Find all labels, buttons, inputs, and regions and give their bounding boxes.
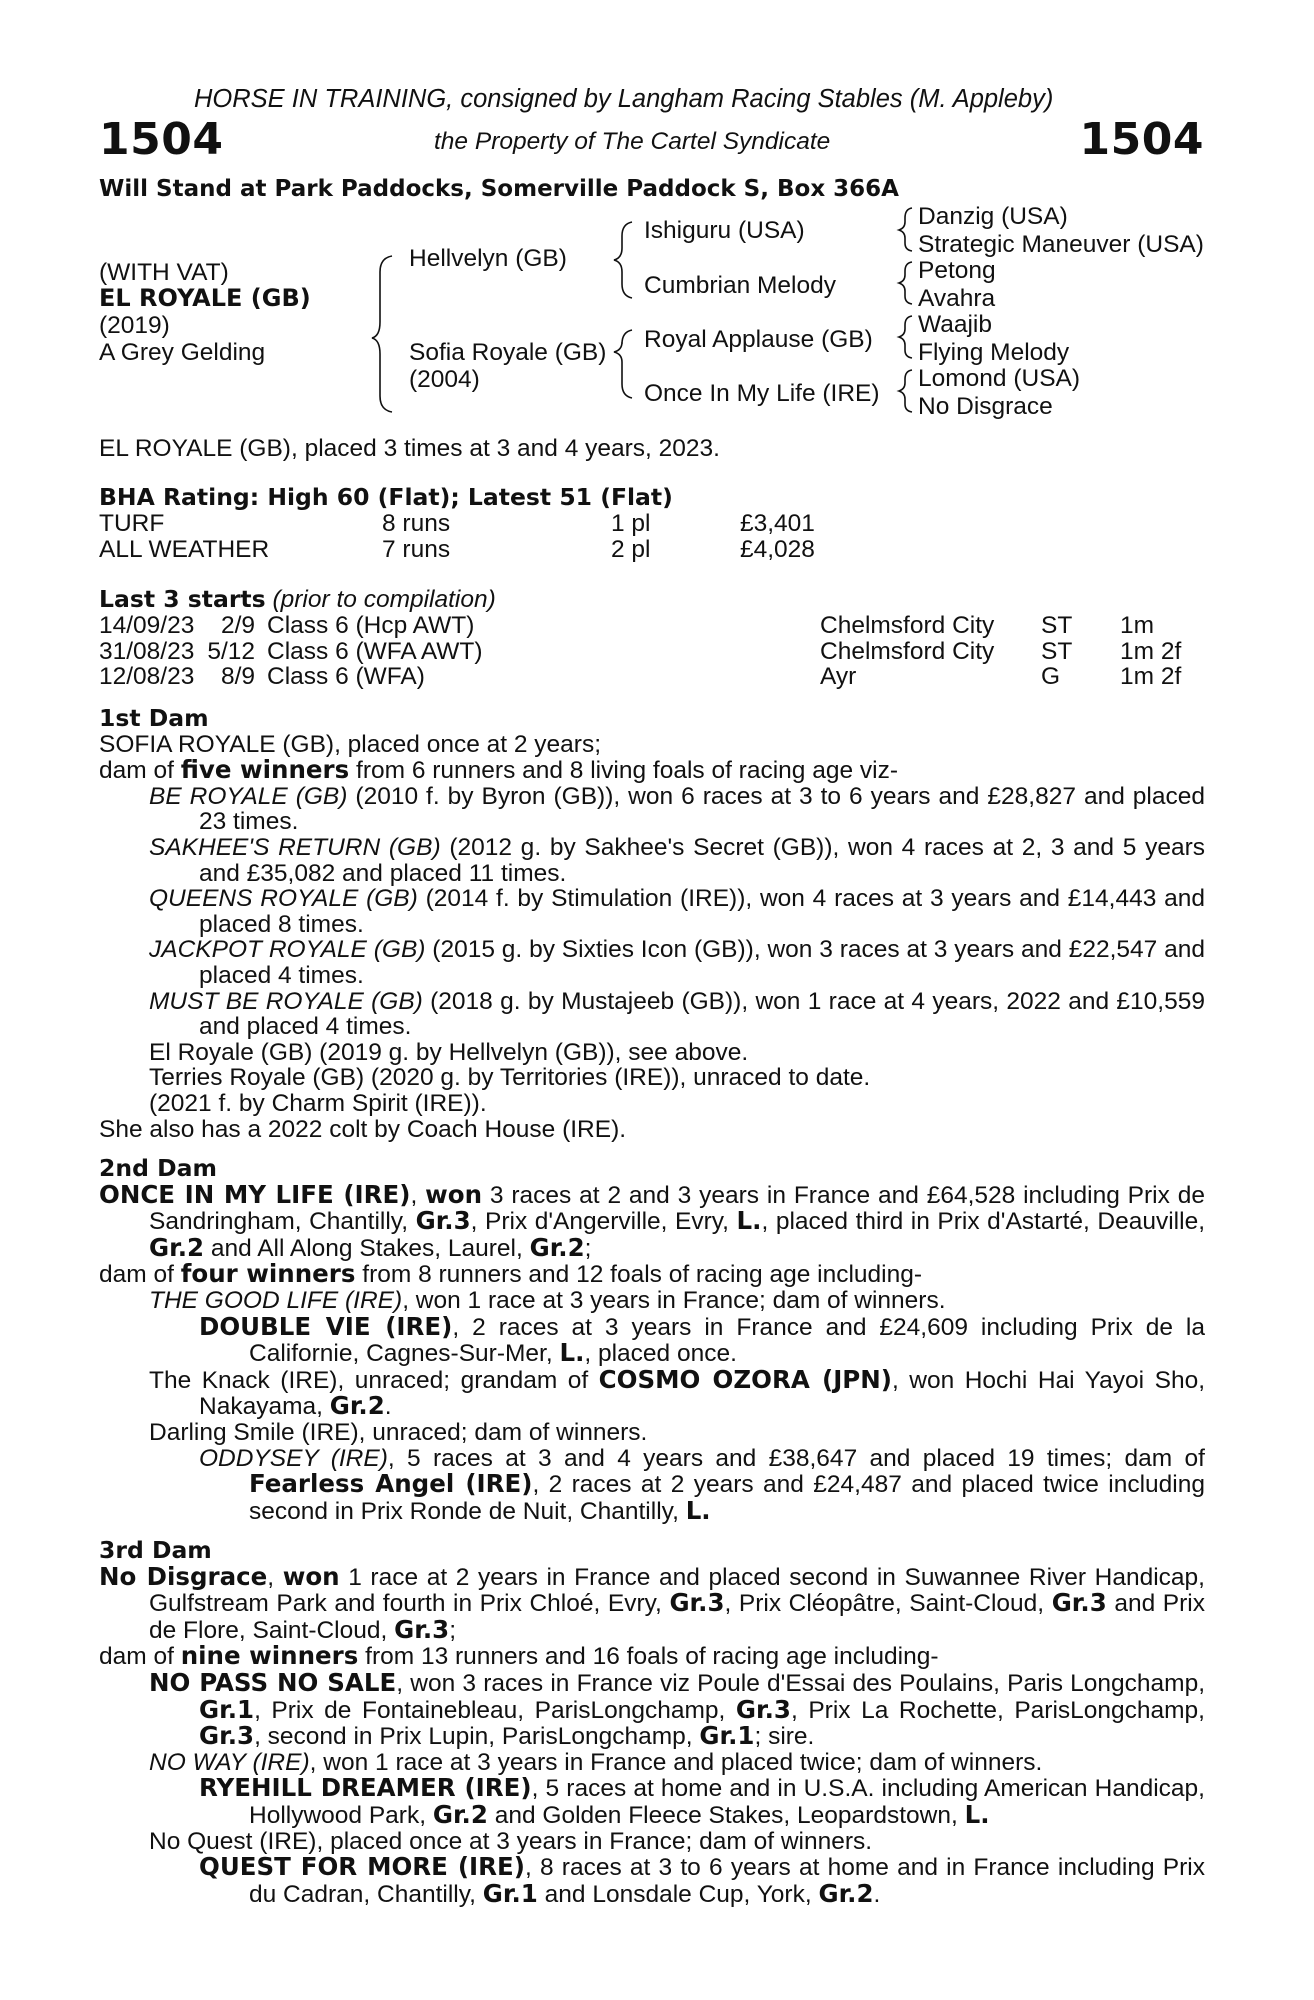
- text: , second in Prix Lupin, ParisLongchamp,: [254, 1723, 700, 1751]
- grade: Gr.3: [669, 1588, 725, 1618]
- grade: Gr.3: [394, 1614, 450, 1644]
- grade: Gr.2: [432, 1799, 488, 1829]
- text: won: [425, 1179, 483, 1209]
- text: , won Hochi Hai Yayoi Sho, Nakayama,: [199, 1366, 1205, 1421]
- grade: Gr.3: [415, 1206, 471, 1236]
- grade: L.: [559, 1338, 585, 1368]
- text: dam of: [99, 757, 181, 785]
- dam-name: ONCE IN MY LIFE (IRE): [99, 1179, 411, 1209]
- brace-sd: [899, 262, 912, 304]
- offspring-entry: [149, 1364, 1205, 1421]
- start-position: 2/9: [220, 612, 255, 639]
- surface-cell: ALL WEATHER: [99, 535, 270, 563]
- pedigree-sds: Petong: [918, 257, 996, 284]
- offspring-entry: Darling Smile (IRE), unraced; dam of winners.: [149, 1418, 648, 1446]
- text: from 6 runners and 8 living foals of racing age viz-: [349, 757, 899, 785]
- start-date: 31/08/23: [99, 637, 195, 665]
- horse-year: (2019): [99, 312, 170, 339]
- winners-count: four winners: [180, 1259, 356, 1289]
- text: dam of: [99, 1643, 181, 1671]
- offspring-name: QUEST FOR MORE (IRE): [199, 1852, 525, 1882]
- second-dam-section: [99, 1156, 1205, 1524]
- text: .: [384, 1393, 392, 1421]
- start-course: Ayr: [820, 663, 857, 691]
- offspring-name: SAKHEE'S RETURN (GB): [149, 833, 441, 861]
- offspring-record: (2015 g. by Sixties Icon (GB)), won 3 races at 3 years and £22,547 and placed 4 times.: [199, 936, 1205, 989]
- grand-offspring-entry: [199, 1775, 1205, 1828]
- start-date: 12/08/23: [99, 663, 195, 691]
- offspring-name: RYEHILL DREAMER (IRE): [199, 1773, 532, 1803]
- grade: Gr.3: [199, 1721, 255, 1751]
- horse-summary: EL ROYALE (GB), placed 3 times at 3 and 4 years, 2023.: [99, 435, 720, 462]
- grade: Gr.2: [149, 1232, 205, 1262]
- text: ;: [449, 1616, 456, 1644]
- text: ,: [410, 1181, 426, 1209]
- brace-dam: [614, 330, 632, 398]
- last-starts-heading: [99, 587, 496, 613]
- consignor-line: HORSE IN TRAINING, consigned by Langham Racing Stables (M. Appleby): [194, 85, 1054, 113]
- text: ,: [267, 1563, 283, 1591]
- offspring-record: (2014 f. by Stimulation (IRE)), won 4 races at 3 years and £14,443 and placed 8 times.: [199, 885, 1205, 938]
- earnings-cell: £3,401: [740, 510, 815, 537]
- start-distance: 1m 2f: [1120, 663, 1182, 691]
- text: and Golden Fleece Stakes, Leopardstown,: [487, 1801, 965, 1829]
- text: , Prix La Rochette, ParisLongchamp,: [790, 1696, 1205, 1724]
- text: from 13 runners and 16 foals of racing age including-: [358, 1643, 939, 1671]
- text: , Prix de Fontainebleau, ParisLongchamp,: [254, 1696, 736, 1724]
- offspring-record: (2018 g. by Mustajeeb (GB)), won 1 race at 4 years, 2022 and £10,559 and placed 4 times.: [199, 987, 1205, 1041]
- offspring-record: , 5 races at 3 and 4 years and £38,647 and placed 19 times; dam of: [387, 1444, 1205, 1472]
- text: , placed once.: [584, 1340, 737, 1368]
- grade: L.: [736, 1206, 762, 1236]
- pedigree-sire: Hellvelyn (GB): [409, 245, 567, 272]
- offspring-record: , won 1 race at 3 years in France; dam of winners.: [402, 1286, 946, 1314]
- pedigree-sire-sire: Ishiguru (USA): [644, 217, 805, 244]
- grade: Gr.1: [482, 1878, 538, 1908]
- offspring-name: DOUBLE VIE (IRE): [199, 1311, 453, 1341]
- dam-of-line: [99, 757, 1205, 784]
- offspring-name: JACKPOT ROYALE (GB): [149, 936, 426, 964]
- grade: Gr.3: [735, 1694, 791, 1724]
- pedigree-sdd: Avahra: [918, 285, 996, 312]
- offspring-name: NO WAY (IRE): [149, 1748, 310, 1776]
- property-line: the Property of The Cartel Syndicate: [434, 128, 831, 155]
- text: and Prix de Flore, Saint-Cloud,: [149, 1590, 1205, 1644]
- first-dam-section: [99, 706, 1205, 1142]
- text: 3 races at 2 and 3 years in France and £64,528 including Prix de Sandringham, Chantilly,: [149, 1181, 1205, 1236]
- start-distance: 1m 2f: [1120, 637, 1182, 665]
- pedigree-braces: [0, 0, 1314, 430]
- start-race: Class 6 (WFA AWT): [267, 637, 483, 665]
- dam-record: [99, 1561, 1205, 1644]
- offspring-name: THE GOOD LIFE (IRE): [149, 1286, 403, 1314]
- offspring-entry: No Quest (IRE), placed once at 3 years in France; dam of winners.: [149, 1827, 873, 1855]
- offspring-record: , won 1 race at 3 years in France and placed twice; dam of winners.: [309, 1748, 1043, 1776]
- grade: Gr.1: [199, 1694, 255, 1724]
- placed-cell: 1 pl: [611, 510, 651, 537]
- horse-description: A Grey Gelding: [99, 339, 266, 366]
- offspring-record: , 8 races at 3 to 6 years at home and in France including Prix du Cadran, Chantilly,: [249, 1854, 1205, 1908]
- start-date: 14/09/23: [99, 612, 195, 639]
- text: , Prix Cléopâtre, Saint-Cloud,: [724, 1590, 1052, 1618]
- offspring-entry: [149, 835, 1205, 886]
- section-heading: 2nd Dam: [99, 1154, 217, 1182]
- lot-number-right: 1504: [1079, 114, 1204, 165]
- text: .: [873, 1880, 881, 1908]
- text: , placed third in Prix d'Astarté, Deauville,: [761, 1208, 1205, 1236]
- offspring-entry: [149, 1750, 1205, 1776]
- grade: Gr.2: [329, 1391, 385, 1421]
- offspring-entry: [149, 784, 1205, 835]
- offspring-entry: [149, 989, 1205, 1040]
- table-row: [99, 537, 815, 563]
- foal-note: She also has a 2022 colt by Coach House (IRE).: [99, 1115, 627, 1143]
- start-going: G: [1041, 663, 1061, 691]
- offspring-entry: [149, 886, 1205, 937]
- offspring-name: BE ROYALE (GB): [149, 782, 348, 810]
- offspring-name: ODDYSEY (IRE): [199, 1444, 388, 1472]
- start-distance: 1m: [1120, 612, 1155, 639]
- text: , Prix d'Angerville, Evry,: [470, 1208, 737, 1236]
- placed-cell: 2 pl: [611, 535, 651, 563]
- offspring-name: COSMO OZORA (JPN): [598, 1364, 892, 1394]
- grade: Gr.2: [529, 1232, 585, 1262]
- grand-offspring-entry: [199, 1311, 1205, 1368]
- text: and All Along Stakes, Laurel,: [204, 1234, 530, 1262]
- offspring-record: , 2 races at 3 years in France and £24,609 including Prix de la Californie, Cagnes-Sur-Mer,: [249, 1313, 1205, 1368]
- pedigree-dam-year: (2004): [409, 366, 480, 393]
- brace-ds: [899, 316, 912, 358]
- pedigree-dam-sire: Royal Applause (GB): [644, 326, 873, 353]
- offspring-name: Fearless Angel (IRE): [249, 1469, 533, 1499]
- dam-record: SOFIA ROYALE (GB), placed once at 2 years;: [99, 730, 602, 758]
- offspring-name: MUST BE ROYALE (GB): [149, 987, 423, 1015]
- lot-number-left: 1504: [99, 114, 224, 165]
- offspring-entry: Terries Royale (GB) (2020 g. by Territories (IRE)), unraced to date.: [149, 1064, 871, 1092]
- surface-cell: TURF: [99, 510, 165, 537]
- grand-offspring-entry: [199, 1446, 1205, 1525]
- dam-name: No Disgrace: [99, 1561, 268, 1591]
- offspring-entry: [149, 937, 1205, 988]
- runs-cell: 8 runs: [382, 510, 451, 537]
- pedigree-ddd: No Disgrace: [918, 393, 1053, 420]
- start-going: ST: [1041, 612, 1073, 639]
- third-dam-section: [99, 1538, 1205, 1907]
- brace-dd: [899, 370, 912, 412]
- text: and Lonsdale Cup, York,: [537, 1880, 819, 1908]
- grade: Gr.3: [1051, 1588, 1107, 1618]
- table-row: [99, 664, 1181, 690]
- pedigree-dsd: Flying Melody: [918, 339, 1070, 366]
- text: won: [282, 1561, 340, 1591]
- runs-table: [99, 511, 815, 562]
- grade: Gr.2: [818, 1878, 874, 1908]
- pedigree-sss: Danzig (USA): [918, 203, 1068, 230]
- text: dam of: [99, 1261, 181, 1289]
- earnings-cell: £4,028: [740, 535, 815, 563]
- section-heading: 3rd Dam: [99, 1536, 212, 1564]
- last-starts-note: (prior to compilation): [272, 586, 496, 613]
- table-row: [99, 639, 1181, 665]
- brace-sire: [614, 222, 632, 298]
- winners-count: five winners: [180, 755, 350, 785]
- text: 1 race at 2 years in France and placed second in Suwannee River Handicap, Gulfstream Park and fourth in Prix Chloé, Evry,: [149, 1563, 1205, 1618]
- dam-of-line: [99, 1643, 1205, 1670]
- stand-location: Will Stand at Park Paddocks, Somerville Paddock S, Box 366A: [99, 176, 899, 202]
- offspring-record: , won 3 races in France viz Poule d'Essai des Poulains, Paris Longchamp,: [396, 1669, 1205, 1697]
- grade: Gr.1: [699, 1721, 755, 1751]
- start-race: Class 6 (WFA): [267, 663, 425, 691]
- start-race: Class 6 (Hcp AWT): [267, 612, 475, 639]
- offspring-record: (2010 f. by Byron (GB)), won 6 races at 3 to 6 years and £28,827 and placed 23 times.: [199, 782, 1205, 836]
- brace-ss: [899, 208, 912, 251]
- text: from 8 runners and 12 foals of racing age including-: [355, 1261, 923, 1289]
- offspring-entry: El Royale (GB) (2019 g. by Hellvelyn (GB)), see above.: [149, 1038, 749, 1066]
- offspring-record: , 5 races at home and in U.S.A. including American Handicap, Hollywood Park,: [249, 1775, 1205, 1829]
- start-position: 8/9: [220, 663, 255, 691]
- start-course: Chelmsford City: [820, 612, 995, 639]
- pedigree-dam: Sofia Royale (GB): [409, 339, 607, 366]
- last-starts-title: Last 3 starts: [99, 585, 266, 613]
- text: ; sire.: [754, 1723, 815, 1751]
- pedigree-dss: Waajib: [918, 311, 992, 338]
- offspring-name: QUEENS ROYALE (GB): [149, 885, 418, 913]
- start-position: 5/12: [207, 637, 255, 665]
- offspring-name: NO PASS NO SALE: [149, 1667, 397, 1697]
- dam-of-line: [99, 1261, 1205, 1288]
- text: The Knack (IRE), unraced; grandam of: [149, 1366, 599, 1394]
- text: ;: [584, 1234, 592, 1262]
- last-starts-table: [99, 613, 1181, 690]
- runs-cell: 7 runs: [382, 535, 451, 563]
- start-course: Chelmsford City: [820, 637, 995, 665]
- pedigree-ssd: Strategic Maneuver (USA): [918, 231, 1204, 258]
- winners-count: nine winners: [180, 1641, 359, 1671]
- bha-rating: BHA Rating: High 60 (Flat); Latest 51 (Flat): [99, 483, 673, 511]
- grade: L.: [685, 1495, 711, 1525]
- horse-name: EL ROYALE (GB): [99, 284, 311, 312]
- grand-offspring-entry: [199, 1854, 1205, 1907]
- section-heading: 1st Dam: [99, 704, 209, 732]
- vat-status: (WITH VAT): [99, 259, 229, 286]
- offspring-entry: [149, 1288, 1205, 1314]
- pedigree-sire-dam: Cumbrian Melody: [644, 272, 836, 299]
- offspring-entry: (2021 f. by Charm Spirit (IRE)).: [149, 1089, 487, 1117]
- pedigree-dam-dam: Once In My Life (IRE): [644, 380, 880, 407]
- table-row: [99, 613, 1181, 639]
- brace-main: [372, 256, 392, 412]
- text: , 2 races at 2 years and £24,487 and placed twice including second in Prix Ronde de Nuit, Chantilly,: [249, 1471, 1205, 1525]
- grade: L.: [964, 1799, 990, 1829]
- table-row: [99, 511, 815, 537]
- offspring-entry: [149, 1667, 1205, 1751]
- start-going: ST: [1041, 637, 1073, 665]
- dam-record: [99, 1179, 1205, 1262]
- offspring-record: (2012 g. by Sakhee's Secret (GB)), won 4 races at 2, 3 and 5 years and £35,082 and placed 11 times.: [199, 833, 1205, 887]
- pedigree-dds: Lomond (USA): [918, 365, 1081, 392]
